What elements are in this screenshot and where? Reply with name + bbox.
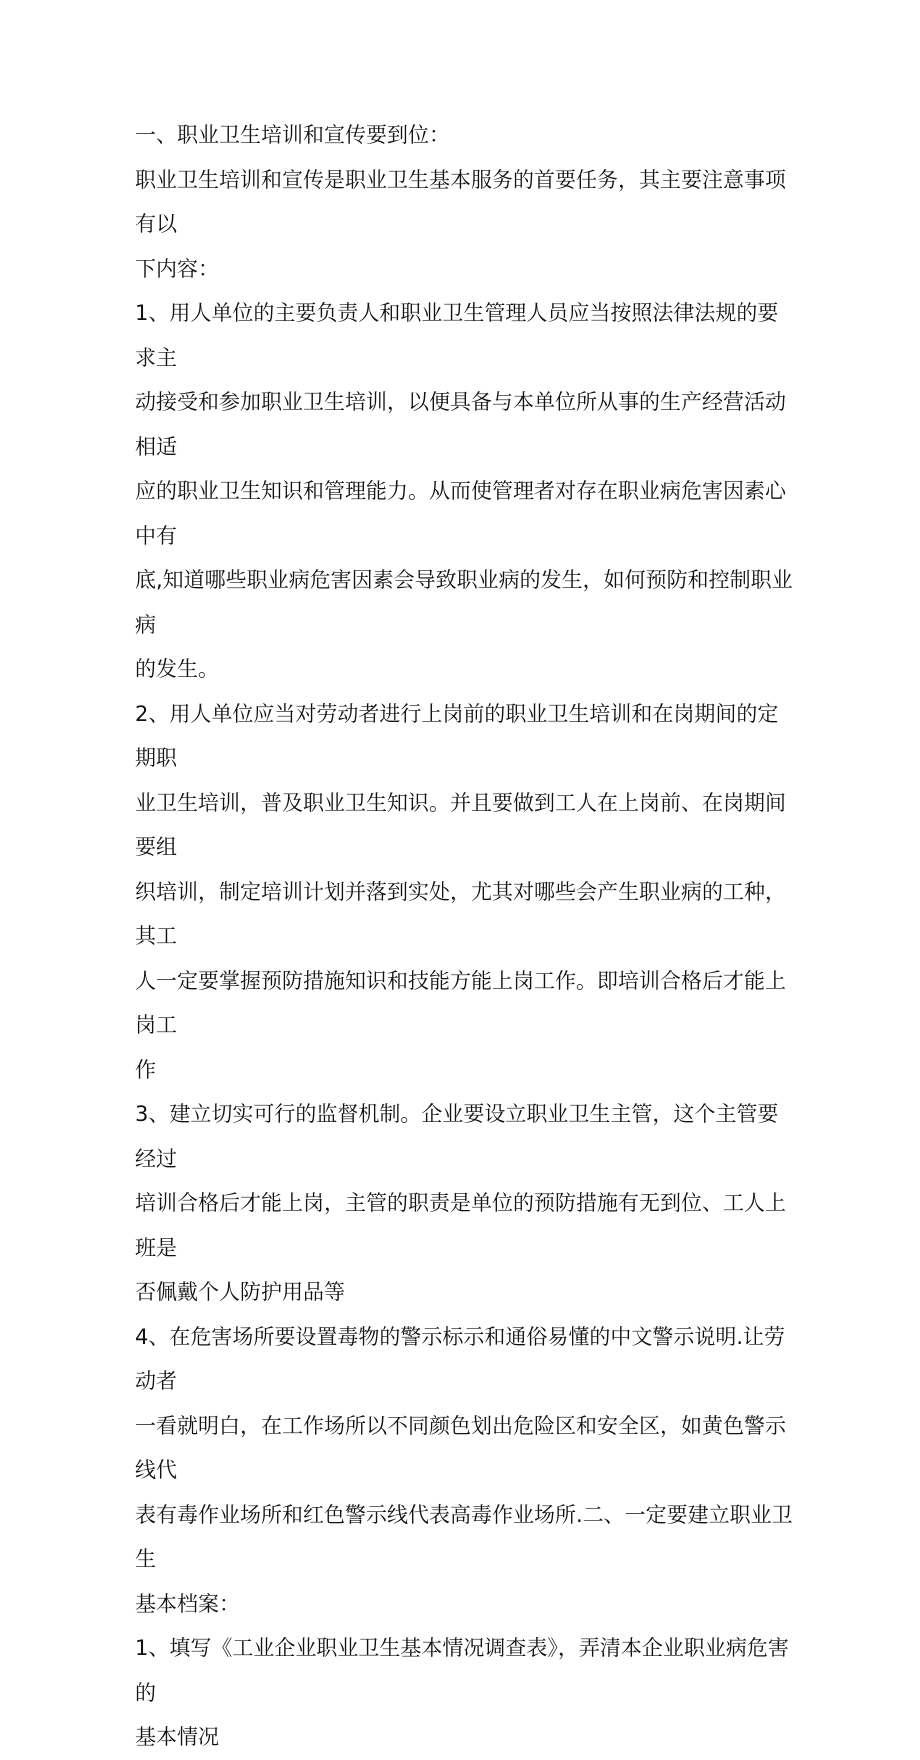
document-body (135, 113, 795, 1760)
item-4-paragraph: 4、在危害场所要设置毒物的警示标示和通俗易懂的中文警示说明.让劳动者 一看就明白，在工作场所以不同颜色划出危险区和安全区，如黄色警示线代 表有毒作业场所和红色警示线代表高毒作业场所.二、一定要建立职业卫生 基本档案： (135, 1324, 793, 1616)
item-1-paragraph: 1、用人单位的主要负责人和职业卫生管理人员应当按照法律法规的要求主 动接受和参加职业卫生培训，以便具备与本单位所从事的生产经营活动相适 应的职业卫生知识和管理能力。从而使管理者对存在职业病危害因素心中有 底,知道哪些职业病危害因素会导致职业病的发生，如何预防和控制职业病 的发生。 (135, 301, 793, 681)
archive-item-1-paragraph: 1、填写《工业企业职业卫生基本情况调查表》，弄清本企业职业病危害的 基本情况 (135, 1636, 789, 1749)
section-heading-training: 一、职业卫生培训和宣传要到位： (135, 123, 450, 147)
intro-paragraph: 职业卫生培训和宣传是职业卫生基本服务的首要任务，其主要注意事项有以 下内容： (135, 167, 786, 281)
item-2-paragraph: 2、用人单位应当对劳动者进行上岗前的职业卫生培训和在岗期间的定期职 业卫生培训，普及职业卫生知识。并且要做到工人在上岗前、在岗期间要组 织培训，制定培训计划并落到实处，尤其对哪些会产生职业病的工种，其工 人一定要掌握预防措施知识和技能方能上岗工作。即培训合格后才能上岗工 作 (135, 701, 786, 1082)
item-3-paragraph: 3、建立切实可行的监督机制。企业要设立职业卫生主管，这个主管要经过 培训合格后才能上岗，主管的职责是单位的预防措施有无到位、工人上班是 否佩戴个人防护用品等 (135, 1102, 786, 1304)
